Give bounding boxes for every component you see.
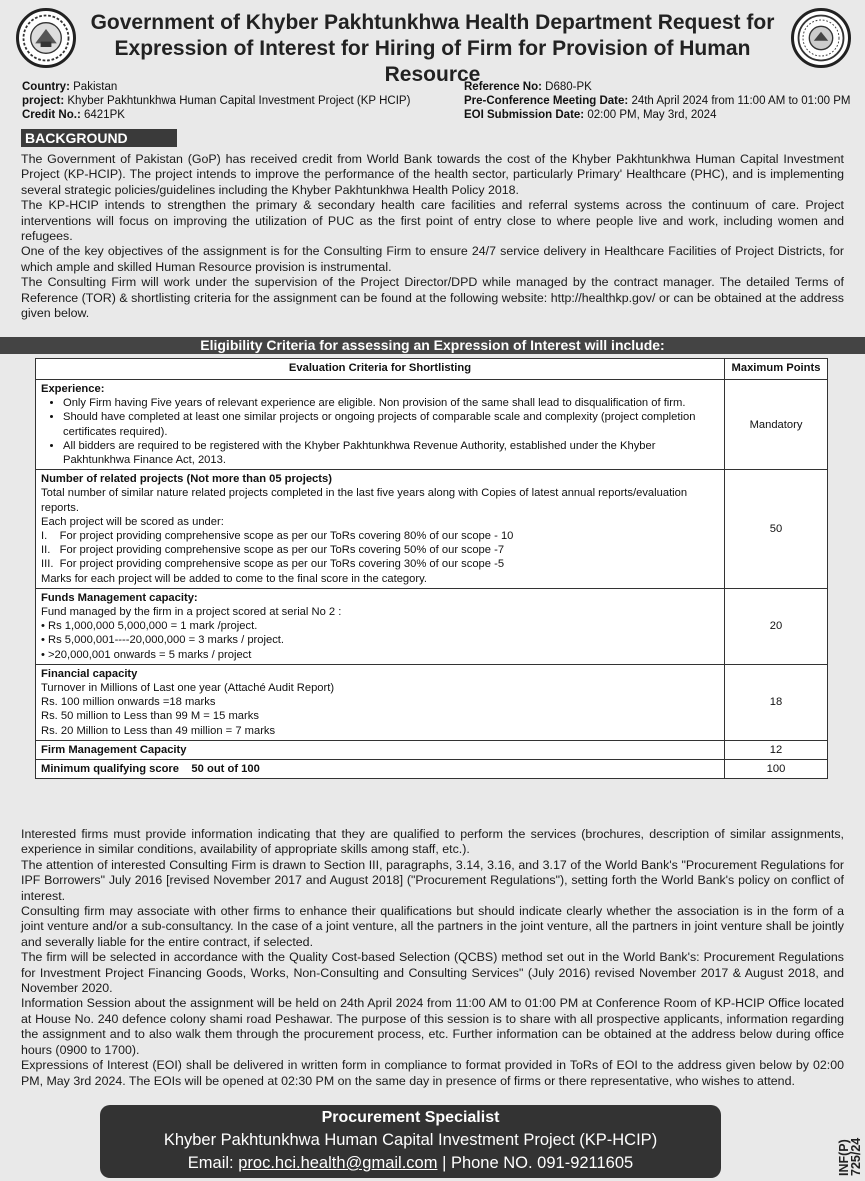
projects-line: III. For project providing comprehensive scope as per our ToRs covering 30% of our scope -5 [41,558,505,571]
background-paragraph: The Consulting Firm will work under the supervision of the Project Director/DPD while managed by the contract manager. The detailed Terms of Reference (TOR) & shortlisting criteria for the assignment can be found at the following website: http://healthkp.gov/ or can be obtained at the address given below. [21,275,844,321]
background-paragraph: The Government of Pakistan (GoP) has received credit from World Bank towards the cost of the Khyber Pakhtunkhwa Human Capital Investment Project (KP-HCIP). The project intends to improve the performance of the health sector, particularly Primary' Healthcare (PHC), and is implementing several strategic policies/guidelines including the Khyber Pakhtunkhwa Health Policy 2018. [21,152,844,197]
background-paragraph: The KP-HCIP intends to strengthen the primary & secondary health care facilities and referral systems across the continuum of care. Project interventions will focus on improving the utilization of PUC as the first point of entry close to where people live and work, including women and refugees. [21,198,844,244]
financial-line: Rs. 100 million onwards =18 marks [41,696,216,709]
credit-value: 6421PK [83,109,125,121]
funds-points: 20 [725,588,828,664]
funds-line: Fund managed by the firm in a project scored at serial No 2 : [41,606,342,619]
reference-info [464,80,851,122]
body-paragraph: The attention of interested Consulting Firm is drawn to Section III, paragraphs, 3.14, 3.16, and 3.17 of the World Bank's "Procurement Regulations for IPF Borrowers" July 2016 [revised November 2017 and August 2018] ("Procurement Regulations"), setting forth the World Bank's policy on conflict of interest. [21,857,844,903]
criteria-column-header: Evaluation Criteria for Shortlisting [36,359,725,380]
list-item: • Should have completed at least one similar projects or ongoing projects of comparable scale and complexity (project completion certificates required). [63,410,719,438]
body-text [21,827,844,1089]
funds-line: • Rs 1,000,000 5,000,000 = 1 mark /project. [41,620,258,633]
firm-management-title: Firm Management Capacity [36,740,725,759]
financial-cell [36,664,725,740]
projects-line: Total number of similar nature related projects completed in the last five years along with Copies of latest annual reports/evaluation reports. [41,487,688,514]
project-info [22,80,410,122]
eoi-date-label: EOI Submission Date: [464,109,585,121]
projects-line: Marks for each project will be added to come to the final score in the category. [41,572,427,585]
table-row-experience [36,380,828,470]
page-title [80,10,785,88]
projects-line: I. For project providing comprehensive scope as per our ToRs covering 80% of our scope - 10 [41,530,514,543]
header [0,0,865,86]
contact-separator: | [442,1154,447,1172]
projects-line: II. For project providing comprehensive scope as per our ToRs covering 50% of our scope -7 [41,544,505,557]
background-heading: BACKGROUND [21,129,177,147]
min-score-title: Minimum qualifying score 50 out of 100 [36,760,725,779]
country-value: Pakistan [73,81,118,93]
table-row-financial [36,664,828,740]
body-paragraph: Expressions of Interest (EOI) shall be delivered in written form in compliance to format provided in ToRs of EOI to the address given below by 02:00 PM, May 3rd 2024. The EOIs will be opened at 02:30 PM on the same day in presence of firms or there representative, who wishes to attend. [21,1058,844,1088]
project-value: Khyber Pakhtunkhwa Human Capital Investment Project (KP HCIP) [67,95,411,107]
funds-cell [36,588,725,664]
publication-code [838,1112,862,1176]
credit-label: Credit No.: [22,109,81,121]
financial-line: Turnover in Millions of Last one year (Attaché Audit Report) [41,682,335,695]
firm-management-points: 12 [725,740,828,759]
email-link[interactable]: proc.hci.health@gmail.com [238,1154,438,1172]
preconf-value: 24th April 2024 from 11:00 AM to 01:00 PM [631,95,851,107]
background-paragraph: One of the key objectives of the assignment is for the Consulting Firm to ensure 24/7 service delivery in Healthcare Facilities of Project Districts, for which ample and skilled Human Resource provision is instrumental. [21,244,844,274]
min-score-points: 100 [725,760,828,779]
points-column-header: Maximum Points [725,359,828,380]
table-row-min-score [36,760,828,779]
footer-project: Khyber Pakhtunkhwa Human Capital Investment Project (KP-HCIP) [163,1131,658,1149]
footer-role: Procurement Specialist [321,1109,500,1126]
funds-line: • >20,000,001 onwards = 5 marks / project [41,648,252,661]
projects-cell [36,470,725,589]
body-paragraph: The firm will be selected in accordance with the Quality Cost-based Selection (QCBS) method set out in the World Bank's: Procurement Regulations for Investment Project Financing Goods, Works, Non-Consulting and Consulting Services" (July 2016) revised November 2017 & August 2018, and November 2020. [21,950,844,996]
table-header-row [36,359,828,380]
kp-government-seal-logo [16,8,76,68]
body-paragraph: Consulting firm may associate with other firms to enhance their qualifications but should indicate clearly whether the association is in the form of a joint venture and/or a sub-consultancy. In the case of a joint venture, all the partners in the joint venture, all the partners in joint venture shall be jointly and severally liable for the entire contract, if selected. [21,904,844,949]
experience-title: Experience: [41,383,105,395]
list-item: • All bidders are required to be registered with the Khyber Pakhtunkhwa Revenue Authority, established under the Khyber Pakhtunkhwa Finance Act, 2013. [63,439,719,467]
title-line-2: Expression of Interest for Hiring of Firm for Provision of Human Resource [114,37,751,86]
experience-points: Mandatory [725,380,828,470]
funds-line: • Rs 5,000,001----20,000,000 = 3 marks / project. [41,634,285,647]
financial-title: Financial capacity [41,667,138,680]
list-item: • Only Firm having Five years of relevant experience are eligible. Non provision of the same shall lead to disqualification of firm. [63,396,719,410]
phone-number: Phone NO. 091-9211605 [450,1154,634,1172]
financial-points: 18 [725,664,828,740]
projects-line: Each project will be scored as under: [41,515,224,528]
experience-cell [36,380,725,470]
table-row-projects [36,470,828,589]
project-label: project: [22,95,65,107]
body-paragraph: Information Session about the assignment will be held on 24th April 2024 from 11:00 AM to 01:00 PM at Conference Room of KP-HCIP Office located at House No. 240 defence colony shami road Peshawar. The purpose of this session is to share with all prospective applicants, information regarding the assignment and to also walk them through the procurement process, etc. Further information can be obtained at the address below during office hours (0900 to 1700). [21,996,844,1057]
footer-contact [100,1152,721,1175]
funds-title: Funds Management capacity: [41,591,198,604]
email-label: Email: [187,1154,234,1172]
preconf-label: Pre-Conference Meeting Date: [464,95,629,107]
table-row-funds [36,588,828,664]
eoi-date-value: 02:00 PM, May 3rd, 2024 [587,109,717,121]
projects-title: Number of related projects (Not more than 05 projects) [41,473,332,486]
financial-line: Rs. 50 million to Less than 99 M = 15 marks [41,710,259,723]
table-row-firm-management [36,740,828,759]
eligibility-heading: Eligibility Criteria for assessing an Expression of Interest will include: [0,337,865,354]
experience-list [41,396,719,467]
contact-footer [100,1105,721,1178]
background-text [21,152,844,321]
title-line-1: Government of Khyber Pakhtunkhwa Health Department Request for [90,11,775,34]
reference-label: Reference No: [464,81,542,93]
projects-points: 50 [725,470,828,589]
financial-line: Rs. 20 Million to Less than 49 million = 7 marks [41,724,276,737]
publication-code-text: INF(P) 725/24 [837,1137,863,1176]
kp-hcip-seal-logo [791,8,851,68]
reference-value: D680-PK [545,81,592,93]
eligibility-table [35,358,828,779]
country-label: Country: [22,81,70,93]
body-paragraph: Interested firms must provide information indicating that they are qualified to perform the services (brochures, description of similar assignments, experience in similar conditions, availability of appropriate skills among staff, etc.). [21,827,844,857]
